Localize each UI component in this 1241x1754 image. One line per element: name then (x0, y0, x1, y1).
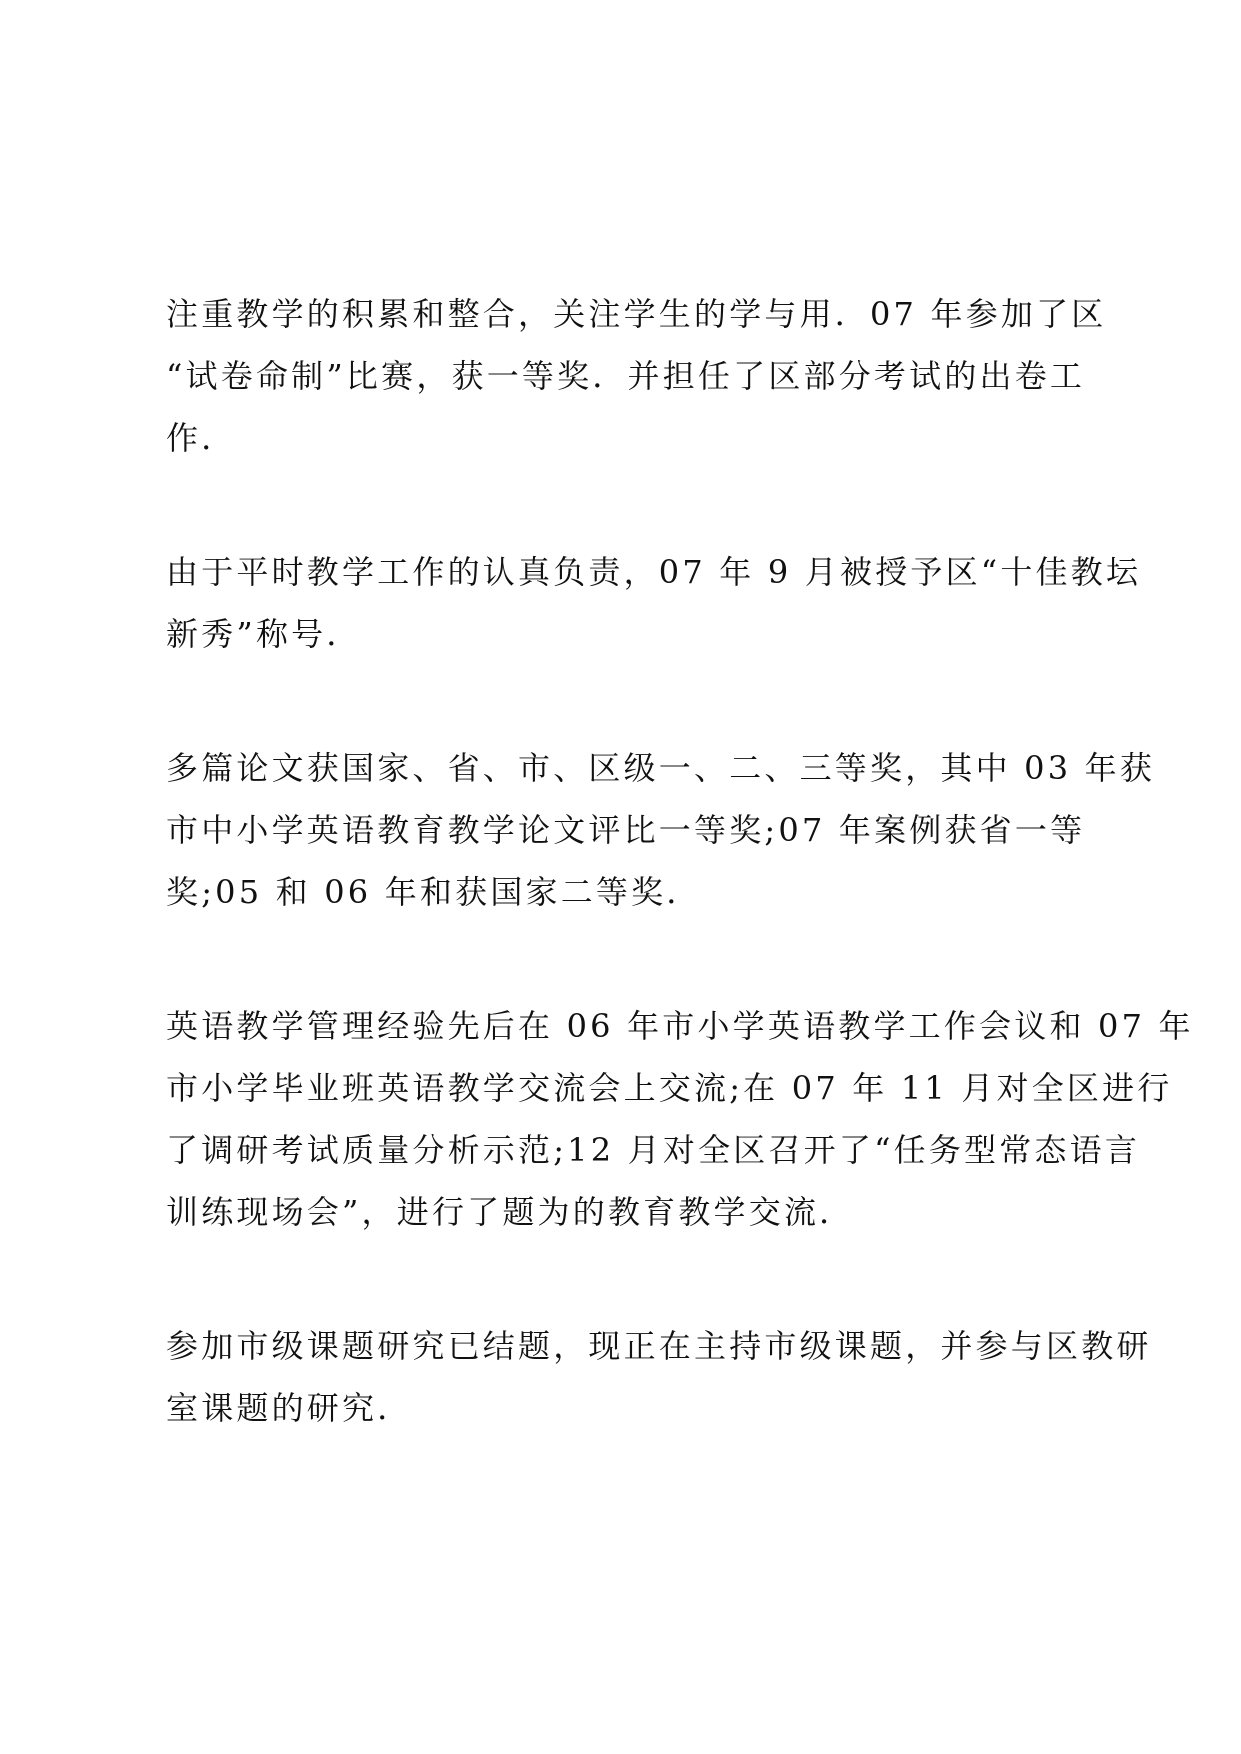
text-line: “试卷命制”比赛，获一等奖．并担任了区部分考试的出卷工 (166, 357, 1086, 395)
text-line: 新秀”称号． (166, 615, 362, 653)
text-line: 英语教学管理经验先后在 06 年市小学英语教学工作会议和 07 年 (166, 1007, 1194, 1045)
text-line: 多篇论文获国家、省、市、区级一、二、三等奖，其中 03 年获 (166, 749, 1156, 787)
text-line: 市小学毕业班英语教学交流会上交流;在 07 年 11 月对全区进行 (166, 1069, 1173, 1107)
text-line: 参加市级课题研究已结题，现正在主持市级课题，并参与区教研 (166, 1327, 1152, 1365)
text-line: 作． (166, 419, 237, 457)
text-line: 奖;05 和 06 年和获国家二等奖． (166, 873, 702, 911)
text-line: 训练现场会”，进行了题为的教育教学交流． (166, 1193, 855, 1231)
text-line: 室课题的研究． (166, 1389, 413, 1427)
text-line: 由于平时教学工作的认真负责，07 年 9 月被授予区“十佳教坛 (166, 553, 1142, 591)
text-line: 注重教学的积累和整合，关注学生的学与用．07 年参加了区 (166, 295, 1107, 333)
text-line: 市中小学英语教育教学论文评比一等奖;07 年案例获省一等 (166, 811, 1086, 849)
text-line: 了调研考试质量分析示范;12 月对全区召开了“任务型常态语言 (166, 1131, 1141, 1169)
